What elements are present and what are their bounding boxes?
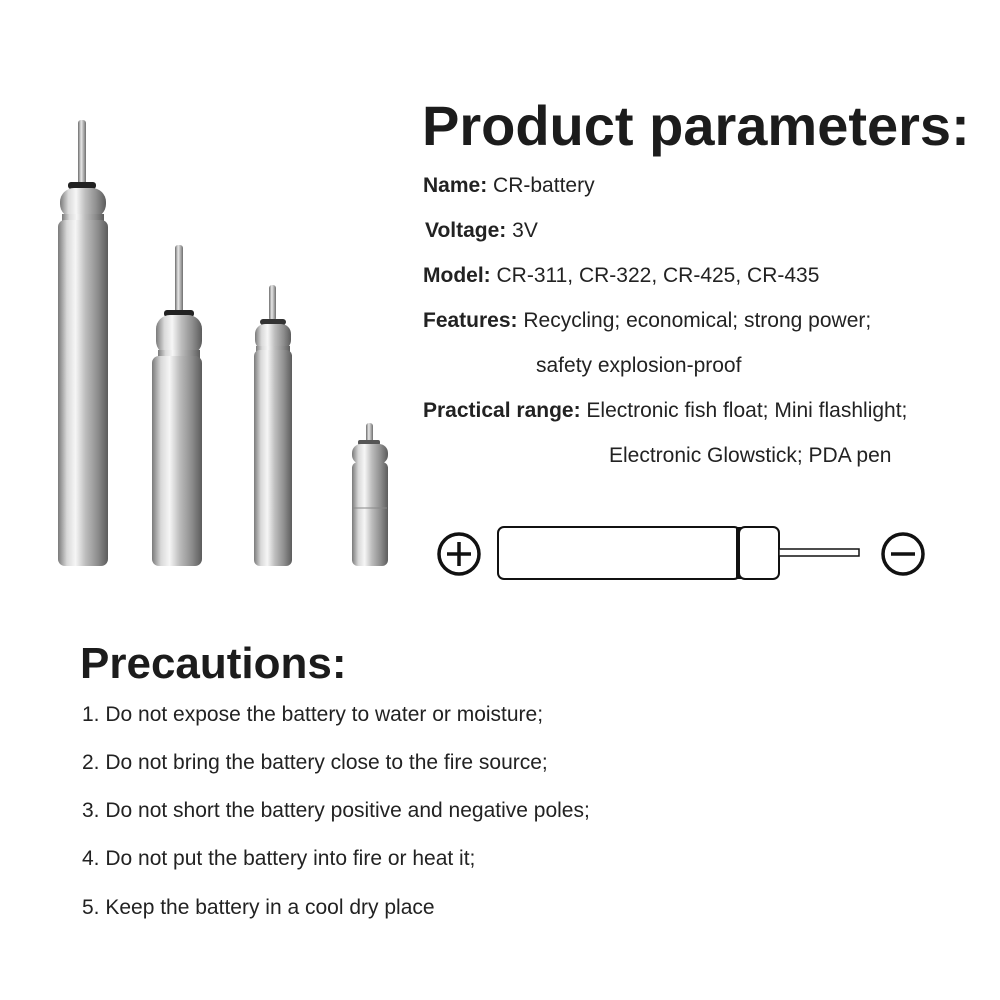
battery-cr-322 [254,285,292,566]
param-name-value: CR-battery [493,174,595,197]
params-title: Product parameters: [422,94,970,157]
param-voltage [425,220,538,241]
param-voltage-label: Voltage: [425,219,507,242]
battery-cr-311 [352,423,388,566]
param-range-value-2: Electronic Glowstick; PDA pen [609,444,892,467]
param-features [423,310,871,331]
precaution-item: 1. Do not expose the battery to water or moisture; [82,703,544,726]
param-range [423,400,907,421]
param-features-value-2: safety explosion-proof [536,354,742,377]
precaution-item: 2. Do not bring the battery close to the fire source; [82,751,548,774]
plus-circle-icon [439,534,479,574]
battery-diagram-icon [430,515,940,595]
precaution-item: 4. Do not put the battery into fire or heat it; [82,847,476,870]
param-voltage-value: 3V [512,219,538,242]
param-name-label: Name: [423,174,488,197]
precaution-item: 5. Keep the battery in a cool dry place [82,896,435,919]
param-range-label: Practical range: [423,399,581,422]
param-features-value-1: Recycling; economical; strong power; [523,309,872,332]
minus-circle-icon [883,534,923,574]
param-model-label: Model: [423,264,491,287]
param-range-value-1: Electronic fish float; Mini flashlight; [586,399,908,422]
param-model [423,265,819,286]
param-model-value: CR-311, CR-322, CR-425, CR-435 [496,264,820,287]
precautions-title: Precautions: [80,639,347,688]
battery-cr-435 [58,120,108,566]
battery-cr-425 [152,245,202,566]
param-features-label: Features: [423,309,518,332]
battery-photo-icon [40,110,410,580]
precaution-item: 3. Do not short the battery positive and negative poles; [82,799,590,822]
param-name [423,175,595,196]
